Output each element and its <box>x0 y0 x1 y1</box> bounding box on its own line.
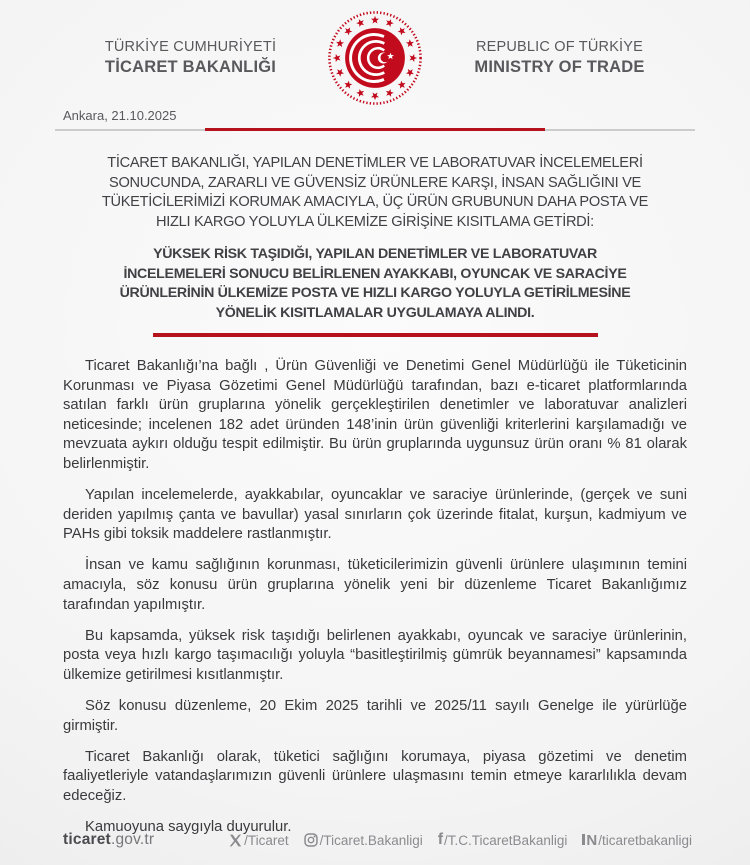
nsosyal-icon: N <box>582 833 596 848</box>
subheadline-line: YÖNELİK KISITLAMALAR UYGULAMAYA ALINDI. <box>215 304 535 321</box>
subheadline-line: İNCELEMELERİ SONUCU BELİRLENEN AYAKKABI, OYUNCAK VE SARACİYE <box>123 265 627 282</box>
social-link-facebook[interactable] <box>438 832 568 848</box>
paragraph: Söz konusu düzenleme, 20 Ekim 2025 tarihli ve 2025/11 sayılı Genelge ile yürürlüğe girmiştir. <box>63 697 687 734</box>
header-rule <box>55 128 695 132</box>
social-handle: /Ticaret.Bakanligi <box>319 832 423 848</box>
body-text <box>0 357 750 837</box>
paragraph: Bu kapsamda, yüksek risk taşıdığı belirlenen ayakkabı, oyuncak ve saraciye ürünlerinin, posta veya hızlı kargo taşımacılığı yoluyla “basitleştirilmiş gümrük beyannamesi” kapsamında ülkemize getirilmesi kısıtlanmıştır. <box>63 627 687 683</box>
ministry-name-english <box>432 39 687 77</box>
social-link-nsosyal[interactable] <box>582 833 692 848</box>
footer <box>63 831 692 849</box>
website-link-bold: ticaret <box>63 831 111 848</box>
ministry-title-en: MINISTRY OF TRADE <box>474 57 645 76</box>
social-link-instagram[interactable] <box>304 833 423 848</box>
country-name-tr: TÜRKİYE CUMHURİYETİ <box>104 39 277 56</box>
paragraph: Ticaret Bakanlığı olarak, tüketici sağlığını korumaya, piyasa gözetimi ve denetim faaliyetleriyle vatandaşlarımızın güvenli ürünlere ulaşmasını temin etmeye kararlılıkla devam edeceğiz. <box>63 748 687 804</box>
red-divider <box>153 333 598 337</box>
paragraph: Yapılan incelemelerde, ayakkabılar, oyuncaklar ve saraciye ürünlerinde, (gerçek ve suni deriden yapılmış çanta ve bavullar) yasal sınırların çok üzerinde fitalat, kurşun, kadmiyum ve PAHs gibi toksik maddelere rastlanmıştır. <box>63 487 687 543</box>
headline-line: TÜKETİCİLERİMİZİ KORUMAK AMACIYLA, ÜÇ ÜRÜN GRUBUNUN DAHA POSTA VE <box>101 194 649 210</box>
social-handle: /Ticaret <box>244 832 289 848</box>
social-handle: /T.C.TicaretBakanligi <box>444 832 568 848</box>
country-name-en: REPUBLIC OF TÜRKİYE <box>475 39 644 56</box>
dateline: Ankara, 21.10.2025 <box>63 108 177 123</box>
subheadline-line: YÜKSEK RİSK TAŞIDIĞI, YAPILAN DENETİMLER VE LABORATUVAR <box>153 246 597 262</box>
ministry-name-turkish <box>63 39 318 77</box>
subheadline <box>0 245 750 323</box>
subheadline-line: ÜRÜNLERİNİN ÜLKEMİZE POSTA VE HIZLI KARGO YOLUYLA GETİRİLMESİNE <box>119 285 631 301</box>
instagram-icon <box>304 833 318 847</box>
website-link[interactable] <box>63 831 154 849</box>
paragraph: İnsan ve kamu sağlığının korunması, tüketicilerimizin güvenli ürünlere ulaşımının temini amacıyla, söz konusu ürün gruplarına yönelik yeni bir düzenleme Ticaret Bakanlığımız tarafından yapılmıştır. <box>63 557 687 613</box>
headline-line: HIZLI KARGO YOLUYLA ÜLKEMİZE GİRİŞİNE KISITLAMA GETİRDİ: <box>156 213 594 230</box>
social-handle: /ticaretbakanligi <box>598 832 692 848</box>
headline-line: TİCARET BAKANLIĞI, YAPILAN DENETİMLER VE LABORATUVAR İNCELEMELERİ <box>107 155 643 171</box>
x-icon <box>229 834 242 847</box>
headline <box>0 154 750 232</box>
letterhead <box>0 0 750 106</box>
headline-line: SONUCUNDA, ZARARLI VE GÜVENSİZ ÜRÜNLERE KARŞI, İNSAN SAĞLIĞINI VE <box>109 174 641 191</box>
facebook-icon: f <box>437 831 444 848</box>
ministry-of-trade-emblem-icon <box>326 9 424 107</box>
ministry-title-tr: TİCARET BAKANLIĞI <box>104 57 277 76</box>
header-rule-red-segment <box>205 128 545 131</box>
social-links <box>229 832 692 848</box>
paragraph: Kamuoyuna saygıyla duyurulur. <box>85 818 292 835</box>
website-link-rest: .gov.tr <box>110 831 155 848</box>
paragraph: Ticaret Bakanlığı’na bağlı , Ürün Güvenliği ve Denetimi Genel Müdürlüğü ile Tüketicinin Korunması ve Piyasa Gözetimi Genel Müdürlüğü tarafından, bazı e-ticaret platformlarında satılan farklı ürün gruplarına yönelik gerçekleştirilen denetimler ve laboratuvar analizleri neticesinde; incelenen 182 adet üründen 148’inin ürün güvenliği kriterlerini karşılamadığı ve mevzuata aykırı olduğu tespit edilmiştir. Bu ürün gruplarında uygunsuz ürün oranı % 81 olarak belirlenmiştir. <box>63 358 687 472</box>
social-link-x[interactable] <box>229 833 289 848</box>
